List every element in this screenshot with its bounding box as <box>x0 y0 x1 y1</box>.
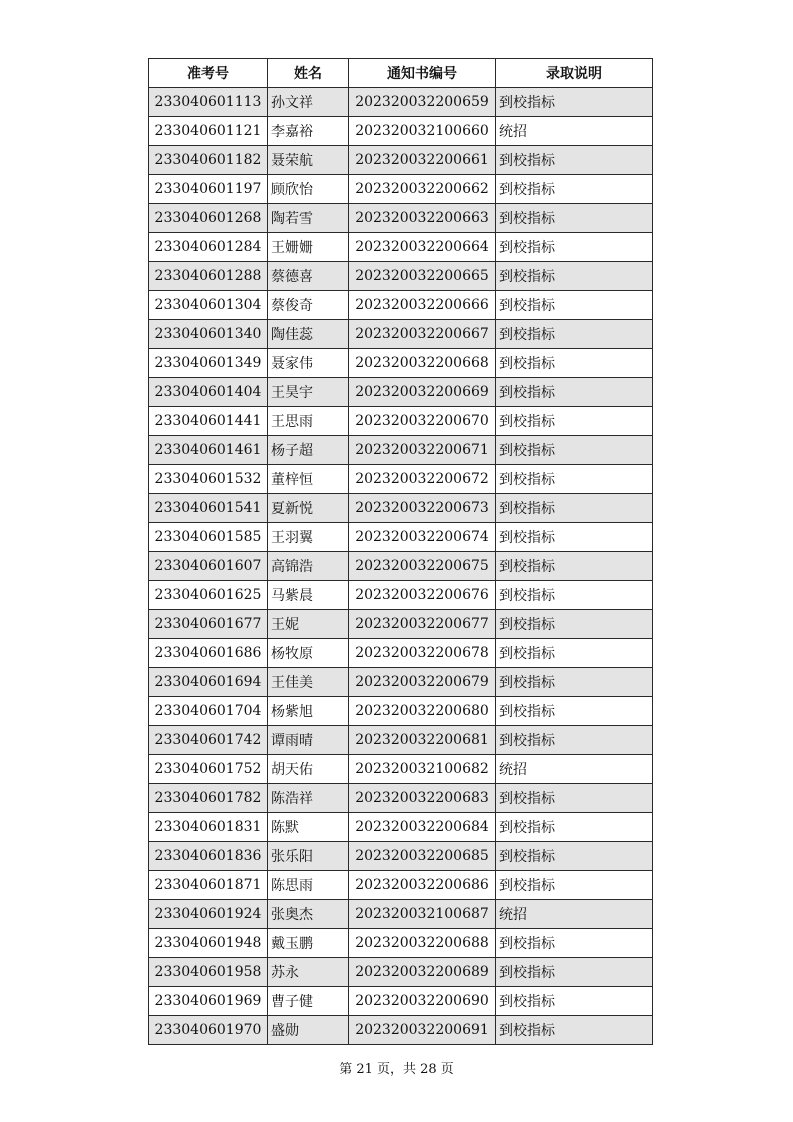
exam-no-cell: 233040601461 <box>149 436 268 465</box>
admission-note-cell: 到校指标 <box>496 697 653 726</box>
name-cell: 夏新悦 <box>268 494 349 523</box>
header-exam-no: 准考号 <box>149 59 268 88</box>
table-row <box>149 900 653 929</box>
exam-no-cell: 233040601541 <box>149 494 268 523</box>
admission-note-cell: 到校指标 <box>496 639 653 668</box>
table-row <box>149 726 653 755</box>
notice-no-cell: 202320032200662 <box>349 175 496 204</box>
name-cell: 陈浩祥 <box>268 784 349 813</box>
name-cell: 杨子超 <box>268 436 349 465</box>
exam-no-cell: 233040601340 <box>149 320 268 349</box>
table-row <box>149 813 653 842</box>
table-row <box>149 842 653 871</box>
admission-note-cell: 到校指标 <box>496 1016 653 1045</box>
table-row <box>149 639 653 668</box>
table-row <box>149 668 653 697</box>
notice-no-cell: 202320032200664 <box>349 233 496 262</box>
notice-no-cell: 202320032200680 <box>349 697 496 726</box>
notice-no-cell: 202320032200663 <box>349 204 496 233</box>
table-row <box>149 349 653 378</box>
exam-no-cell: 233040601948 <box>149 929 268 958</box>
admission-note-cell: 到校指标 <box>496 204 653 233</box>
table-row <box>149 378 653 407</box>
table-row <box>149 204 653 233</box>
name-cell: 聂家伟 <box>268 349 349 378</box>
exam-no-cell: 233040601349 <box>149 349 268 378</box>
exam-no-cell: 233040601871 <box>149 871 268 900</box>
admissions-table <box>148 58 653 1045</box>
admission-note-cell: 到校指标 <box>496 987 653 1016</box>
notice-no-cell: 202320032200668 <box>349 349 496 378</box>
exam-no-cell: 233040601532 <box>149 465 268 494</box>
notice-no-cell: 202320032200684 <box>349 813 496 842</box>
table-row <box>149 146 653 175</box>
admission-note-cell: 到校指标 <box>496 581 653 610</box>
admission-note-cell: 统招 <box>496 117 653 146</box>
name-cell: 王思雨 <box>268 407 349 436</box>
name-cell: 陈默 <box>268 813 349 842</box>
header-admission-note: 录取说明 <box>496 59 653 88</box>
notice-no-cell: 202320032200661 <box>349 146 496 175</box>
name-cell: 戴玉鹏 <box>268 929 349 958</box>
exam-no-cell: 233040601686 <box>149 639 268 668</box>
name-cell: 盛勋 <box>268 1016 349 1045</box>
notice-no-cell: 202320032200675 <box>349 552 496 581</box>
notice-no-cell: 202320032200679 <box>349 668 496 697</box>
exam-no-cell: 233040601404 <box>149 378 268 407</box>
admission-note-cell: 到校指标 <box>496 668 653 697</box>
exam-no-cell: 233040601969 <box>149 987 268 1016</box>
notice-no-cell: 202320032200690 <box>349 987 496 1016</box>
table-row <box>149 262 653 291</box>
admission-note-cell: 到校指标 <box>496 610 653 639</box>
admission-note-cell: 到校指标 <box>496 465 653 494</box>
exam-no-cell: 233040601704 <box>149 697 268 726</box>
table-row <box>149 117 653 146</box>
admission-note-cell: 到校指标 <box>496 146 653 175</box>
header-name: 姓名 <box>268 59 349 88</box>
exam-no-cell: 233040601304 <box>149 291 268 320</box>
name-cell: 王佳美 <box>268 668 349 697</box>
exam-no-cell: 233040601625 <box>149 581 268 610</box>
admission-note-cell: 到校指标 <box>496 494 653 523</box>
notice-no-cell: 202320032200686 <box>349 871 496 900</box>
name-cell: 杨牧原 <box>268 639 349 668</box>
name-cell: 蔡德喜 <box>268 262 349 291</box>
table-row <box>149 175 653 204</box>
name-cell: 王羽翼 <box>268 523 349 552</box>
admission-note-cell: 到校指标 <box>496 262 653 291</box>
exam-no-cell: 233040601268 <box>149 204 268 233</box>
table-row <box>149 320 653 349</box>
notice-no-cell: 202320032200689 <box>349 958 496 987</box>
notice-no-cell: 202320032200676 <box>349 581 496 610</box>
table-body <box>149 88 653 1045</box>
name-cell: 谭雨晴 <box>268 726 349 755</box>
notice-no-cell: 202320032200659 <box>349 88 496 117</box>
table-row <box>149 494 653 523</box>
notice-no-cell: 202320032200671 <box>349 436 496 465</box>
table-row <box>149 1016 653 1045</box>
notice-no-cell: 202320032200672 <box>349 465 496 494</box>
exam-no-cell: 233040601197 <box>149 175 268 204</box>
exam-no-cell: 233040601924 <box>149 900 268 929</box>
exam-no-cell: 233040601958 <box>149 958 268 987</box>
header-notice-no: 通知书编号 <box>349 59 496 88</box>
exam-no-cell: 233040601113 <box>149 88 268 117</box>
table-row <box>149 929 653 958</box>
table-row <box>149 523 653 552</box>
exam-no-cell: 233040601782 <box>149 784 268 813</box>
name-cell: 顾欣怡 <box>268 175 349 204</box>
table-row <box>149 552 653 581</box>
notice-no-cell: 202320032200674 <box>349 523 496 552</box>
admission-note-cell: 到校指标 <box>496 958 653 987</box>
admission-note-cell: 到校指标 <box>496 552 653 581</box>
notice-no-cell: 202320032200665 <box>349 262 496 291</box>
exam-no-cell: 233040601284 <box>149 233 268 262</box>
table-row <box>149 610 653 639</box>
table-row <box>149 958 653 987</box>
admission-note-cell: 到校指标 <box>496 175 653 204</box>
notice-no-cell: 202320032100660 <box>349 117 496 146</box>
notice-no-cell: 202320032200678 <box>349 639 496 668</box>
exam-no-cell: 233040601677 <box>149 610 268 639</box>
name-cell: 胡天佑 <box>268 755 349 784</box>
notice-no-cell: 202320032200667 <box>349 320 496 349</box>
name-cell: 高锦浩 <box>268 552 349 581</box>
admission-note-cell: 到校指标 <box>496 784 653 813</box>
notice-no-cell: 202320032200670 <box>349 407 496 436</box>
notice-no-cell: 202320032200669 <box>349 378 496 407</box>
name-cell: 张奥杰 <box>268 900 349 929</box>
table-row <box>149 784 653 813</box>
table-row <box>149 871 653 900</box>
name-cell: 王昊宇 <box>268 378 349 407</box>
notice-no-cell: 202320032200677 <box>349 610 496 639</box>
name-cell: 曹子健 <box>268 987 349 1016</box>
table-row <box>149 233 653 262</box>
exam-no-cell: 233040601607 <box>149 552 268 581</box>
notice-no-cell: 202320032200688 <box>349 929 496 958</box>
table-header-row <box>149 59 653 88</box>
notice-no-cell: 202320032100687 <box>349 900 496 929</box>
table-row <box>149 697 653 726</box>
exam-no-cell: 233040601585 <box>149 523 268 552</box>
admission-note-cell: 到校指标 <box>496 291 653 320</box>
admission-note-cell: 到校指标 <box>496 320 653 349</box>
admission-note-cell: 统招 <box>496 900 653 929</box>
admission-note-cell: 到校指标 <box>496 523 653 552</box>
admission-note-cell: 到校指标 <box>496 233 653 262</box>
notice-no-cell: 202320032200685 <box>349 842 496 871</box>
table-row <box>149 465 653 494</box>
exam-no-cell: 233040601694 <box>149 668 268 697</box>
admission-note-cell: 到校指标 <box>496 871 653 900</box>
name-cell: 王妮 <box>268 610 349 639</box>
admission-note-cell: 到校指标 <box>496 407 653 436</box>
admission-note-cell: 到校指标 <box>496 436 653 465</box>
table-row <box>149 436 653 465</box>
name-cell: 陶佳蕊 <box>268 320 349 349</box>
table-row <box>149 987 653 1016</box>
admission-note-cell: 到校指标 <box>496 726 653 755</box>
admission-note-cell: 到校指标 <box>496 929 653 958</box>
admission-note-cell: 到校指标 <box>496 88 653 117</box>
exam-no-cell: 233040601121 <box>149 117 268 146</box>
name-cell: 聂荣航 <box>268 146 349 175</box>
name-cell: 蔡俊奇 <box>268 291 349 320</box>
name-cell: 陈思雨 <box>268 871 349 900</box>
exam-no-cell: 233040601742 <box>149 726 268 755</box>
notice-no-cell: 202320032200681 <box>349 726 496 755</box>
notice-no-cell: 202320032200691 <box>349 1016 496 1045</box>
exam-no-cell: 233040601182 <box>149 146 268 175</box>
admission-note-cell: 到校指标 <box>496 842 653 871</box>
exam-no-cell: 233040601836 <box>149 842 268 871</box>
notice-no-cell: 202320032100682 <box>349 755 496 784</box>
exam-no-cell: 233040601970 <box>149 1016 268 1045</box>
table-row <box>149 407 653 436</box>
notice-no-cell: 202320032200673 <box>349 494 496 523</box>
page-footer: 第 21 页，共 28 页 <box>339 1062 454 1077</box>
notice-no-cell: 202320032200666 <box>349 291 496 320</box>
name-cell: 陶若雪 <box>268 204 349 233</box>
admission-note-cell: 到校指标 <box>496 813 653 842</box>
name-cell: 董梓恒 <box>268 465 349 494</box>
exam-no-cell: 233040601441 <box>149 407 268 436</box>
admission-note-cell: 到校指标 <box>496 349 653 378</box>
exam-no-cell: 233040601831 <box>149 813 268 842</box>
exam-no-cell: 233040601752 <box>149 755 268 784</box>
name-cell: 王姗姗 <box>268 233 349 262</box>
name-cell: 杨紫旭 <box>268 697 349 726</box>
table-row <box>149 291 653 320</box>
table-row <box>149 755 653 784</box>
name-cell: 孙文祥 <box>268 88 349 117</box>
table-row <box>149 581 653 610</box>
admission-note-cell: 统招 <box>496 755 653 784</box>
notice-no-cell: 202320032200683 <box>349 784 496 813</box>
table-row <box>149 88 653 117</box>
name-cell: 马紫晨 <box>268 581 349 610</box>
name-cell: 张乐阳 <box>268 842 349 871</box>
name-cell: 苏永 <box>268 958 349 987</box>
admission-note-cell: 到校指标 <box>496 378 653 407</box>
exam-no-cell: 233040601288 <box>149 262 268 291</box>
name-cell: 李嘉裕 <box>268 117 349 146</box>
